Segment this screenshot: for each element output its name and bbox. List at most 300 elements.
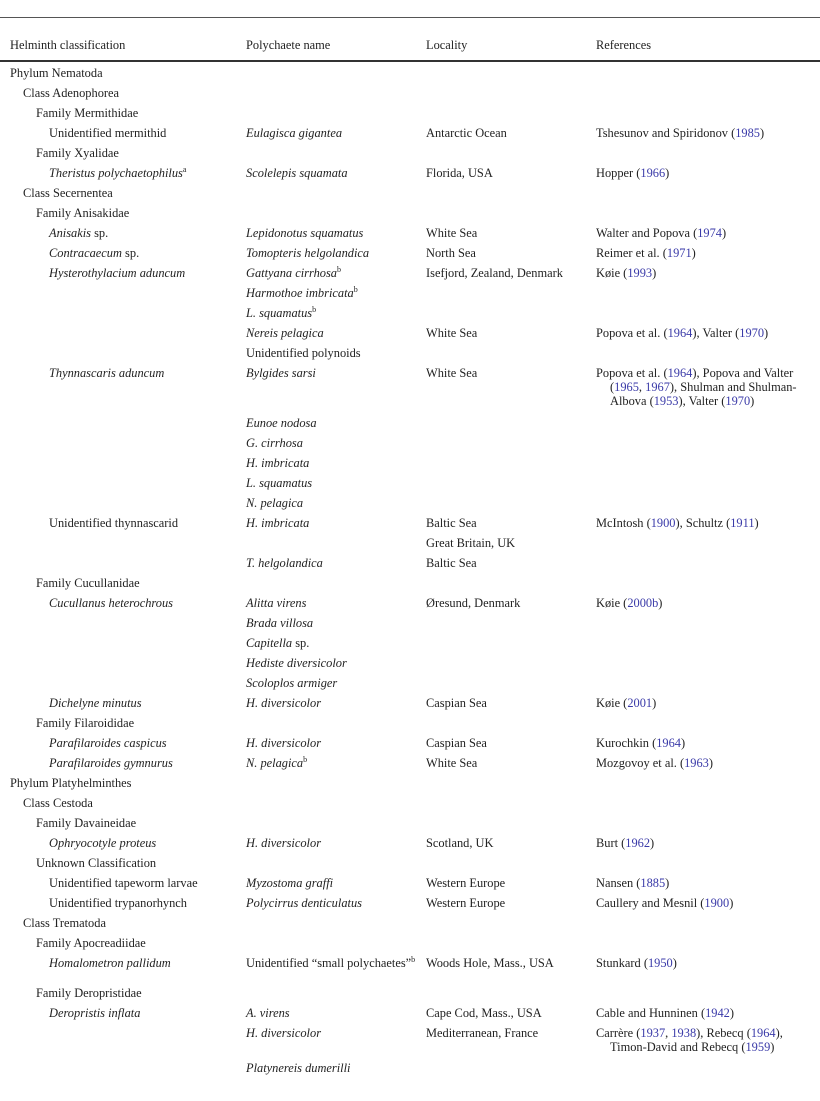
table-row: [0, 836, 820, 856]
polychaete-cell: [246, 306, 426, 326]
helminth-cell: [0, 776, 246, 796]
helminth-cell: [0, 876, 246, 896]
polychaete-cell: [246, 796, 426, 816]
polychaete-cell: [246, 876, 426, 896]
reference-year-link[interactable]: 1993: [627, 266, 653, 280]
polychaete-name: Harmothoe imbricata: [246, 286, 354, 300]
table-row: [0, 326, 820, 346]
reference-text: Walter and Popova (1974): [596, 226, 727, 240]
polychaete-cell: [246, 576, 426, 596]
helminth-cell: [0, 366, 246, 416]
references-cell: [596, 166, 820, 186]
references-cell: [596, 206, 820, 226]
polychaete-cell: [246, 186, 426, 206]
helminth-cell: [0, 66, 246, 86]
locality-text: Western Europe: [426, 896, 506, 910]
table-row: [0, 126, 820, 146]
references-cell: [596, 816, 820, 836]
polychaete-name: Unidentified “small polychaetes”: [246, 956, 412, 970]
reference-text: Køie (1993): [596, 266, 657, 280]
reference-year-link[interactable]: 1985: [735, 126, 760, 140]
helminth-name: Class Cestoda: [23, 796, 93, 810]
locality-text: Florida, USA: [426, 166, 493, 180]
polychaete-name: Lepidonotus squamatus: [246, 226, 364, 240]
references-cell: [596, 876, 820, 896]
references-cell: [596, 456, 820, 476]
helminth-name: Thynnascaris aduncum: [49, 366, 165, 380]
locality-text: Caspian Sea: [426, 696, 487, 710]
table-row: [0, 876, 820, 896]
locality-cell: [426, 876, 596, 896]
table-row: [0, 1061, 820, 1081]
polychaete-name: Polycirrus denticulatus: [246, 896, 362, 910]
helminth-cell: [0, 206, 246, 226]
reference-text: Stunkard (1950): [596, 956, 677, 970]
table-row: [0, 416, 820, 436]
helminth-cell: [0, 1026, 246, 1061]
polychaete-cell: [246, 776, 426, 796]
polychaete-cell: [246, 936, 426, 956]
reference-year-link[interactable]: 1950: [647, 956, 673, 970]
polychaete-cell: [246, 1026, 426, 1061]
locality-cell: [426, 186, 596, 206]
helminth-cell: [0, 266, 246, 286]
locality-cell: [426, 676, 596, 696]
locality-text: Caspian Sea: [426, 736, 487, 750]
locality-cell: [426, 166, 596, 186]
table-row: [0, 856, 820, 876]
table-row: [0, 986, 820, 1006]
helminth-name: Anisakis: [49, 226, 91, 240]
locality-cell: [426, 326, 596, 346]
helminth-cell: [0, 756, 246, 776]
polychaete-cell: [246, 1006, 426, 1026]
references-cell: [596, 696, 820, 716]
helminth-name: Parafilaroides gymnurus: [49, 756, 173, 770]
polychaete-cell: [246, 286, 426, 306]
footnote-marker: b: [353, 285, 358, 294]
helminth-name: Class Adenophorea: [23, 86, 120, 100]
helminth-cell: [0, 126, 246, 146]
reference-year-link[interactable]: 1938: [671, 1026, 697, 1040]
reference-text: Hopper (1966): [596, 166, 670, 180]
polychaete-cell: [246, 496, 426, 516]
helminth-cell: [0, 796, 246, 816]
table-row: [0, 656, 820, 676]
helminth-name: Ophryocotyle proteus: [49, 836, 157, 850]
references-cell: [596, 1006, 820, 1026]
polychaete-name: Bylgides sarsi: [246, 366, 316, 380]
reference-year-link[interactable]: 2000b: [627, 596, 659, 610]
header-helminth-classification: Helminth classification: [10, 38, 126, 52]
polychaete-name: Myzostoma graffi: [246, 876, 334, 890]
references-cell: [596, 936, 820, 956]
helminth-cell: [0, 246, 246, 266]
table-row: [0, 596, 820, 616]
locality-cell: [426, 596, 596, 616]
locality-text: Great Britain, UK: [426, 536, 516, 550]
references-cell: [596, 366, 820, 416]
helminth-name: Family Xyalidae: [36, 146, 119, 160]
references-cell: [596, 836, 820, 856]
helminth-name: Unidentified mermithid: [49, 126, 167, 140]
references-cell: [596, 1026, 820, 1061]
locality-cell: [426, 1061, 596, 1081]
table-row: [0, 436, 820, 456]
references-cell: [596, 326, 820, 346]
helminth-cell: [0, 816, 246, 836]
locality-cell: [426, 126, 596, 146]
helminth-name: Contracaecum: [49, 246, 122, 260]
reference-year-link[interactable]: 1900: [650, 516, 676, 530]
reference-year-link[interactable]: 1964: [667, 366, 693, 380]
reference-text: Kurochkin (1964): [596, 736, 686, 750]
helminth-cell: [0, 186, 246, 206]
locality-cell: [426, 796, 596, 816]
polychaete-name: L. squamatus: [246, 306, 313, 320]
reference-year-link[interactable]: 1964: [667, 326, 693, 340]
references-cell: [596, 716, 820, 736]
polychaete-name: Tomopteris helgolandica: [246, 246, 370, 260]
locality-cell: [426, 956, 596, 986]
reference-year-link[interactable]: 1970: [739, 326, 765, 340]
polychaete-cell: [246, 266, 426, 286]
references-cell: [596, 636, 820, 656]
references-cell: [596, 286, 820, 306]
helminth-cell: [0, 106, 246, 126]
references-cell: [596, 656, 820, 676]
helminth-name: Family Deropristidae: [36, 986, 142, 1000]
polychaete-cell: [246, 146, 426, 166]
helminth-name: Theristus polychaetophilus: [49, 166, 183, 180]
polychaete-cell: [246, 456, 426, 476]
locality-text: White Sea: [426, 226, 478, 240]
table-row: [0, 166, 820, 186]
polychaete-name: Scolelepis squamata: [246, 166, 348, 180]
table-row: [0, 956, 820, 986]
helminth-cell: [0, 516, 246, 536]
reference-year-link[interactable]: 1900: [704, 896, 730, 910]
reference-year-link[interactable]: 1965: [614, 380, 639, 394]
helminth-cell: [0, 856, 246, 876]
helminth-suffix: sp.: [91, 226, 109, 240]
table-row: [0, 226, 820, 246]
locality-cell: [426, 476, 596, 496]
reference-year-link[interactable]: 1953: [653, 394, 679, 408]
references-cell: [596, 66, 820, 86]
table-row: [0, 776, 820, 796]
helminth-name: Class Trematoda: [23, 916, 106, 930]
references-cell: [596, 676, 820, 696]
locality-cell: [426, 986, 596, 1006]
helminth-name: Family Filaroididae: [36, 716, 135, 730]
polychaete-name: G. cirrhosa: [246, 436, 303, 450]
locality-cell: [426, 66, 596, 86]
helminth-name: Class Secernentea: [23, 186, 113, 200]
reference-text: Caullery and Mesnil (1900): [596, 896, 734, 910]
locality-cell: [426, 86, 596, 106]
helminth-name: Family Cucullanidae: [36, 576, 140, 590]
table-row: [0, 366, 820, 416]
header-references: References: [596, 38, 652, 52]
table-row: [0, 456, 820, 476]
references-cell: [596, 616, 820, 636]
polychaete-cell: [246, 716, 426, 736]
helminth-cell: [0, 416, 246, 436]
polychaete-cell: [246, 676, 426, 696]
locality-cell: [426, 366, 596, 416]
helminth-name: Homalometron pallidum: [49, 956, 171, 970]
polychaete-name: H. imbricata: [246, 456, 310, 470]
helminth-suffix: sp.: [121, 246, 140, 260]
table-top-rule: [0, 17, 820, 18]
table-row: [0, 616, 820, 636]
polychaete-cell: [246, 366, 426, 416]
locality-cell: [426, 816, 596, 836]
helminth-cell: [0, 716, 246, 736]
polychaete-cell: [246, 636, 426, 656]
polychaete-cell: [246, 536, 426, 556]
locality-cell: [426, 696, 596, 716]
locality-cell: [426, 496, 596, 516]
locality-cell: [426, 836, 596, 856]
reference-text: Mozgovoy et al. (1963): [596, 756, 714, 770]
table-row: [0, 816, 820, 836]
polychaete-cell: [246, 416, 426, 436]
locality-cell: [426, 206, 596, 226]
polychaete-cell: [246, 1061, 426, 1081]
polychaete-name: N. pelagica: [246, 756, 304, 770]
polychaete-cell: [246, 246, 426, 266]
reference-year-link[interactable]: 1971: [666, 246, 692, 260]
helminth-name: Unidentified thynnascarid: [49, 516, 179, 530]
reference-year-link[interactable]: 1974: [697, 226, 722, 240]
polychaete-cell: [246, 166, 426, 186]
locality-cell: [426, 776, 596, 796]
reference-year-link[interactable]: 1966: [640, 166, 666, 180]
helminth-name: Family Davaineidae: [36, 816, 137, 830]
references-cell: [596, 556, 820, 576]
helminth-name: Phylum Platyhelminthes: [10, 776, 132, 790]
references-cell: [596, 576, 820, 596]
table-row: [0, 86, 820, 106]
polychaete-cell: [246, 816, 426, 836]
locality-text: Scotland, UK: [426, 836, 494, 850]
table-row: [0, 286, 820, 306]
table-row: [0, 536, 820, 556]
polychaete-cell: [246, 86, 426, 106]
locality-cell: [426, 516, 596, 536]
helminth-cell: [0, 496, 246, 516]
locality-cell: [426, 536, 596, 556]
references-cell: [596, 346, 820, 366]
references-cell: [596, 106, 820, 126]
locality-cell: [426, 716, 596, 736]
polychaete-cell: [246, 616, 426, 636]
table-row: [0, 676, 820, 696]
helminth-cell: [0, 436, 246, 456]
locality-text: Antarctic Ocean: [426, 126, 507, 140]
references-cell: [596, 736, 820, 756]
locality-cell: [426, 636, 596, 656]
polychaete-name: H. diversicolor: [246, 836, 322, 850]
reference-text: Køie (2001): [596, 696, 657, 710]
table-row: [0, 346, 820, 366]
locality-text: White Sea: [426, 756, 478, 770]
polychaete-cell: [246, 206, 426, 226]
polychaete-cell: [246, 226, 426, 246]
helminth-name: Unknown Classification: [36, 856, 157, 870]
helminth-cell: [0, 1006, 246, 1026]
polychaete-cell: [246, 126, 426, 146]
helminth-cell: [0, 986, 246, 1006]
polychaete-cell: [246, 896, 426, 916]
polychaete-cell: [246, 436, 426, 456]
helminth-name: Parafilaroides caspicus: [49, 736, 167, 750]
reference-year-link[interactable]: 1964: [656, 736, 681, 750]
locality-cell: [426, 106, 596, 126]
reference-year-link[interactable]: 1942: [705, 1006, 730, 1020]
locality-cell: [426, 616, 596, 636]
table-row: [0, 306, 820, 326]
locality-cell: [426, 306, 596, 326]
locality-cell: [426, 916, 596, 936]
polychaete-name: T. helgolandica: [246, 556, 323, 570]
table-row: [0, 936, 820, 956]
polychaete-name: H. imbricata: [246, 516, 310, 530]
references-cell: [596, 146, 820, 166]
polychaete-name: Nereis pelagica: [246, 326, 324, 340]
helminth-cell: [0, 836, 246, 856]
reference-year-link[interactable]: 1962: [625, 836, 651, 850]
helminth-cell: [0, 636, 246, 656]
table-row: [0, 716, 820, 736]
helminth-cell: [0, 696, 246, 716]
reference-year-link[interactable]: 1967: [645, 380, 670, 394]
polychaete-cell: [246, 476, 426, 496]
references-cell: [596, 266, 820, 286]
helminth-name: Hysterothylacium aduncum: [49, 266, 186, 280]
references-cell: [596, 986, 820, 1006]
reference-text: Popova et al. (1964), Valter (1970): [596, 326, 769, 340]
helminth-cell: [0, 166, 246, 186]
locality-cell: [426, 856, 596, 876]
polychaete-cell: [246, 66, 426, 86]
locality-cell: [426, 346, 596, 366]
table-row: [0, 246, 820, 266]
helminth-table: [0, 66, 820, 1081]
locality-cell: [426, 656, 596, 676]
helminth-cell: [0, 656, 246, 676]
header-bottom-rule: [0, 60, 820, 62]
locality-cell: [426, 146, 596, 166]
reference-year-link[interactable]: 1963: [684, 756, 709, 770]
reference-year-link[interactable]: 1885: [640, 876, 666, 890]
polychaete-name: Hediste diversicolor: [246, 656, 347, 670]
references-cell: [596, 796, 820, 816]
helminth-name: Family Apocreadiidae: [36, 936, 146, 950]
table-row: [0, 66, 820, 86]
helminth-cell: [0, 306, 246, 326]
helminth-cell: [0, 956, 246, 986]
header-polychaete-name: Polychaete name: [246, 38, 331, 52]
reference-year-link[interactable]: 1959: [745, 1040, 771, 1054]
references-cell: [596, 436, 820, 456]
locality-cell: [426, 556, 596, 576]
locality-text: Woods Hole, Mass., USA: [426, 956, 554, 970]
locality-text: North Sea: [426, 246, 476, 260]
table-row: [0, 476, 820, 496]
helminth-name: Unidentified tapeworm larvae: [49, 876, 198, 890]
footnote-marker: a: [182, 165, 187, 174]
polychaete-cell: [246, 596, 426, 616]
polychaete-cell: [246, 556, 426, 576]
references-cell: [596, 856, 820, 876]
reference-year-link[interactable]: 1937: [640, 1026, 666, 1040]
table-row: [0, 636, 820, 656]
polychaete-cell: [246, 516, 426, 536]
polychaete-cell: [246, 956, 426, 986]
polychaete-name: L. squamatus: [246, 476, 313, 490]
reference-year-link[interactable]: 1964: [750, 1026, 776, 1040]
table-row: [0, 756, 820, 776]
footnote-marker: b: [312, 305, 317, 314]
helminth-name: Family Mermithidae: [36, 106, 139, 120]
locality-text: Isefjord, Zealand, Denmark: [426, 266, 563, 280]
reference-year-link[interactable]: 2001: [627, 696, 653, 710]
locality-cell: [426, 226, 596, 246]
helminth-cell: [0, 286, 246, 306]
helminth-cell: [0, 916, 246, 936]
locality-text: Mediterranean, France: [426, 1026, 539, 1040]
table-row: [0, 576, 820, 596]
polychaete-name: Eunoe nodosa: [246, 416, 317, 430]
locality-cell: [426, 436, 596, 456]
reference-year-link[interactable]: 1911: [730, 516, 755, 530]
table-row: [0, 266, 820, 286]
helminth-name: Family Anisakidae: [36, 206, 130, 220]
polychaete-name: Scoloplos armiger: [246, 676, 338, 690]
polychaete-name: A. virens: [246, 1006, 290, 1020]
reference-text: Carrère (1937, 1938), Rebecq (1964), Timon-David and Rebecq (1959): [596, 1026, 783, 1054]
references-cell: [596, 416, 820, 436]
helminth-cell: [0, 86, 246, 106]
references-cell: [596, 186, 820, 206]
reference-text: Popova et al. (1964), Popova and Valter (1965, 1967), Shulman and Shulman-Albova (1953), Valter (1970): [596, 366, 797, 408]
reference-year-link[interactable]: 1970: [725, 394, 751, 408]
polychaete-suffix: sp.: [292, 636, 310, 650]
polychaete-name: Platynereis dumerilli: [246, 1061, 351, 1075]
table-row: [0, 916, 820, 936]
helminth-cell: [0, 676, 246, 696]
helminth-cell: [0, 736, 246, 756]
helminth-cell: [0, 1061, 246, 1081]
helminth-cell: [0, 576, 246, 596]
polychaete-name: N. pelagica: [246, 496, 304, 510]
polychaete-name: Capitella: [246, 636, 293, 650]
helminth-cell: [0, 326, 246, 346]
table-row: [0, 186, 820, 206]
table-row: [0, 696, 820, 716]
polychaete-name: Alitta virens: [246, 596, 307, 610]
footnote-marker: b: [411, 955, 416, 964]
locality-cell: [426, 756, 596, 776]
helminth-cell: [0, 346, 246, 366]
references-cell: [596, 476, 820, 496]
helminth-cell: [0, 536, 246, 556]
locality-cell: [426, 416, 596, 436]
locality-cell: [426, 736, 596, 756]
